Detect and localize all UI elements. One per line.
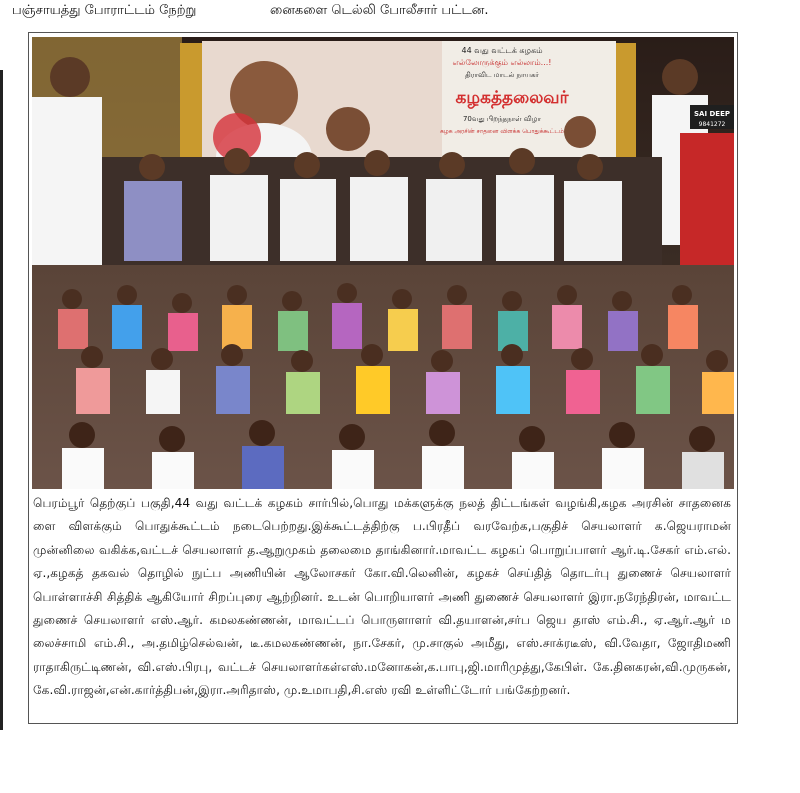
banner-line-5: கழக அரசின் சாதனை விளக்க பொதுக்கூட்டம் — [440, 128, 564, 135]
previous-article-headline — [0, 0, 800, 24]
news-clipping — [28, 32, 738, 724]
banner-line-3: திராவிட மாடல் நாயகர் — [465, 71, 539, 79]
headline-fragment-left: பஞ்சாயத்து போராட்டம் நேற்று — [12, 3, 197, 18]
banner-line-4: 70வது பிறந்தநாள் விழா — [462, 115, 542, 123]
banner-title: கழகத்தலைவர் — [455, 88, 569, 108]
banner-line-2: எல்லோருக்கும் எல்லாம்...! — [452, 58, 552, 67]
audience-crowd — [32, 265, 734, 489]
event-photo-illustration — [32, 37, 734, 489]
stage-dignitaries — [102, 148, 662, 267]
banner-line-1: 44 வது வட்டக் கழகம் — [461, 46, 543, 55]
column-rule — [0, 70, 3, 730]
event-photo — [32, 37, 734, 489]
podium-number: 9841272 — [698, 121, 726, 128]
headline-fragment-right: னைகளை டெல்லி போலீசார் பட்டன. — [270, 3, 489, 18]
podium — [680, 133, 734, 283]
photo-caption: பெரம்பூர் தெற்குப் பகுதி,44 வது வட்டக் கழகம் சார்பில்,பொது மக்களுக்கு நலத் திட்டங்கள் வழங்கி,கழக அரசின் சாதனைகளை விளக்கும் பொதுக்கூட்டம் நடைபெற்றது.இக்கூட்டத்திற்கு ப.பிரதீப் வரவேற்க,பகுதிச் செயலாளர் க.ஜெயராமன் முன்னிலை வகிக்க,வட்டச் செயலாளர் த.ஆறுமுகம் தலைமை தாங்கினார்.மாவட்ட கழகப் பொறுப்பாளர் ஆர்.டி.சேகர் எம்.எல்.ஏ.,கழகத் தகவல் தொழில் நுட்ப அணியின் ஆலோசகர் கோ.வி.லெனின், கழகச் செய்தித் தொடர்பு துணைச் செயலாளர் பொள்ளாச்சி சித்திக் ஆகியோர் சிறப்புரை ஆற்றினர். உடன் பொறியாளர் அணி துணைச் செயலாளர் இரா.நரேந்திரன், மாவட்ட துணைச் செயலாளர் எஸ்.ஆர். கமலகண்ணன், மாவட்டப் பொருளாளர் வி.தயாளன்,சர்ப ஜெய தாஸ் எம்.சி., ஏ.ஆர்.ஆர் மலைச்சாமி எம்.சி., அ.தமிழ்செல்வன், டீ.கமலகண்ணன், நா.சேகர், மு.சாகுல் அமீது, எஸ்.சாக்ரடீஸ், வி.வேதா, ஜோதிமணி ராதாகிருட்டிணன், வி.எஸ்.பிரபு, வட்டச் செயலாளர்கள்எஸ்.மனோகன்,க.பாபு,ஜி.மாரிமுத்து,கேபிள். கே.தினகரன்,வி.முருகன்,கே.வி.ராஜன்,என்.கார்த்திபன்,இரா.அரிதாஸ், மு.உமாபதி,சி.எஸ் ரவி உள்ளிட்டோர் பங்கேற்றனர். — [33, 496, 731, 698]
podium-label: SAI DEEP — [693, 110, 731, 118]
